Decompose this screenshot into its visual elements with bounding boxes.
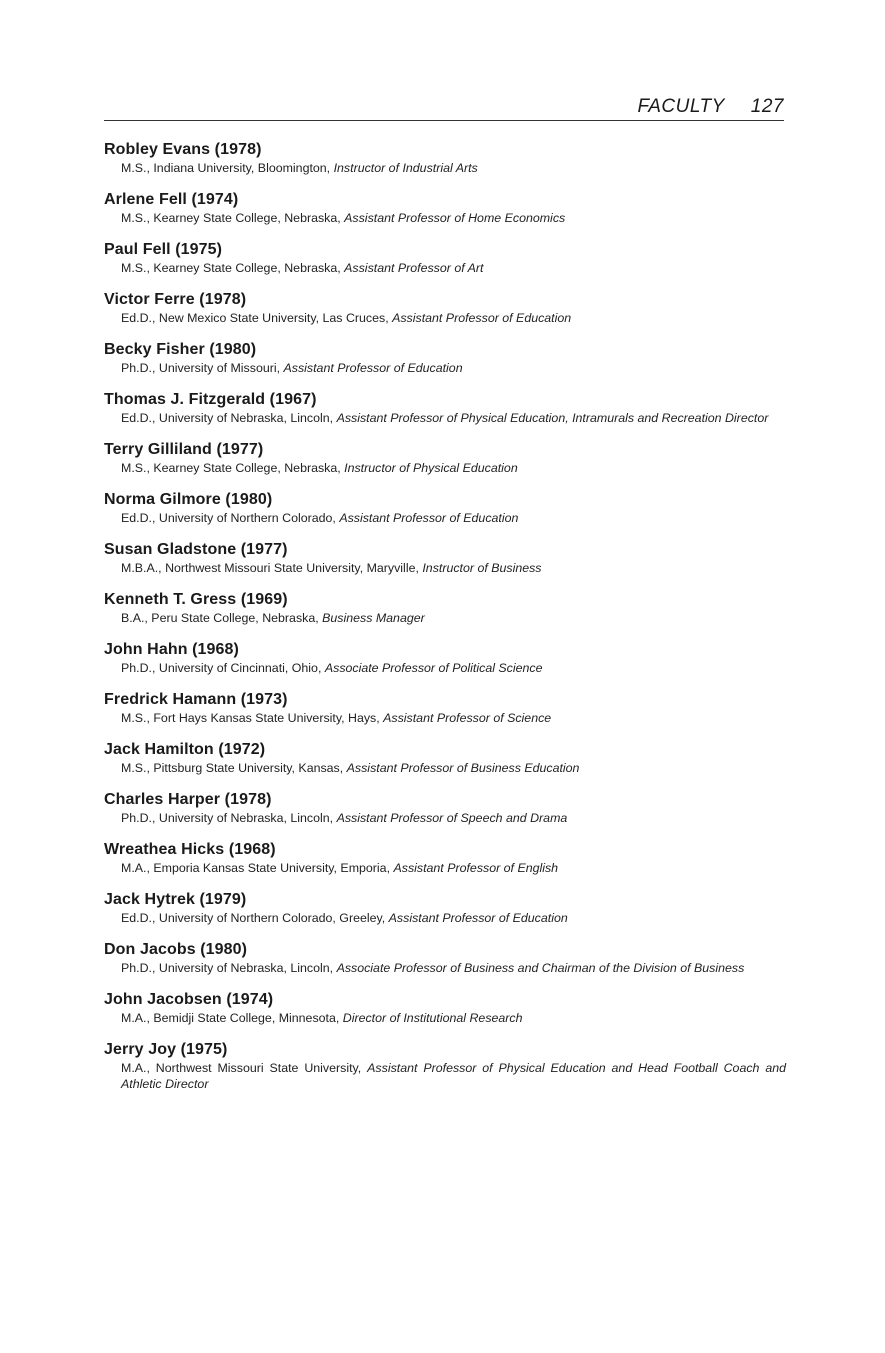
- faculty-detail: [121, 910, 786, 926]
- faculty-detail: [121, 810, 786, 826]
- faculty-title: Assistant Professor of Education: [392, 311, 572, 325]
- faculty-name: Fredrick Hamann (1973): [104, 691, 288, 708]
- faculty-name: Don Jacobs (1980): [104, 941, 248, 958]
- faculty-entry: [104, 490, 786, 526]
- faculty-title: Assistant Professor of Physical Education, Intramurals and Recreation Director: [336, 411, 769, 425]
- faculty-name: Jack Hytrek (1979): [104, 891, 247, 908]
- faculty-name: John Hahn (1968): [104, 641, 239, 658]
- faculty-detail: [121, 1060, 786, 1092]
- faculty-entry: [104, 790, 786, 826]
- faculty-detail: [121, 510, 786, 526]
- faculty-credentials: M.A., Bemidji State College, Minnesota,: [121, 1011, 340, 1025]
- faculty-entry: [104, 840, 786, 876]
- faculty-credentials: M.S., Fort Hays Kansas State University, Hays,: [121, 711, 380, 725]
- faculty-credentials: Ph.D., University of Cincinnati, Ohio,: [121, 661, 322, 675]
- faculty-entry: [104, 740, 786, 776]
- faculty-credentials: Ph.D., University of Missouri,: [121, 361, 281, 375]
- faculty-title: Instructor of Physical Education: [344, 461, 518, 475]
- faculty-credentials: M.S., Indiana University, Bloomington,: [121, 161, 331, 175]
- faculty-entry: [104, 940, 786, 976]
- faculty-title: Assistant Professor of Physical Education and Head Football Coach and Athletic Director: [121, 1061, 786, 1091]
- faculty-credentials: Ed.D., University of Nebraska, Lincoln,: [121, 411, 334, 425]
- faculty-credentials: M.S., Kearney State College, Nebraska,: [121, 211, 341, 225]
- faculty-entry: [104, 290, 786, 326]
- faculty-entry: [104, 440, 786, 476]
- faculty-title: Assistant Professor of Science: [383, 711, 552, 725]
- faculty-list: [104, 140, 786, 1106]
- faculty-title: Associate Professor of Business and Chairman of the Division of Business: [336, 961, 745, 975]
- faculty-credentials: M.S., Kearney State College, Nebraska,: [121, 461, 341, 475]
- faculty-entry: [104, 190, 786, 226]
- faculty-credentials: M.B.A., Northwest Missouri State University, Maryville,: [121, 561, 419, 575]
- faculty-entry: [104, 540, 786, 576]
- faculty-detail: [121, 1010, 786, 1026]
- faculty-detail: [121, 710, 786, 726]
- faculty-title: Instructor of Industrial Arts: [333, 161, 478, 175]
- faculty-detail: [121, 210, 786, 226]
- faculty-title: Assistant Professor of Education: [339, 511, 519, 525]
- faculty-name: Robley Evans (1978): [104, 141, 262, 158]
- faculty-name: Charles Harper (1978): [104, 791, 272, 808]
- faculty-credentials: M.S., Kearney State College, Nebraska,: [121, 261, 341, 275]
- faculty-title: Assistant Professor of English: [393, 861, 559, 875]
- faculty-name: Paul Fell (1975): [104, 241, 223, 258]
- faculty-entry: [104, 390, 786, 426]
- faculty-credentials: M.A., Emporia Kansas State University, Emporia,: [121, 861, 391, 875]
- faculty-name: Victor Ferre (1978): [104, 291, 247, 308]
- faculty-name: Terry Gilliland (1977): [104, 441, 264, 458]
- faculty-name: Becky Fisher (1980): [104, 341, 257, 358]
- faculty-detail: [121, 660, 786, 676]
- faculty-entry: [104, 640, 786, 676]
- faculty-credentials: M.S., Pittsburg State University, Kansas,: [121, 761, 344, 775]
- faculty-credentials: Ph.D., University of Nebraska, Lincoln,: [121, 811, 334, 825]
- faculty-title: Associate Professor of Political Science: [324, 661, 543, 675]
- faculty-detail: [121, 960, 786, 976]
- faculty-name: Susan Gladstone (1977): [104, 541, 288, 558]
- page-header: [104, 96, 784, 124]
- faculty-credentials: Ed.D., University of Northern Colorado,: [121, 511, 336, 525]
- faculty-name: Jack Hamilton (1972): [104, 741, 266, 758]
- faculty-entry: [104, 140, 786, 176]
- faculty-detail: [121, 260, 786, 276]
- faculty-detail: [121, 160, 786, 176]
- section-title: FACULTY: [637, 96, 725, 117]
- faculty-entry: [104, 590, 786, 626]
- faculty-title: Assistant Professor of Home Economics: [344, 211, 566, 225]
- faculty-entry: [104, 990, 786, 1026]
- faculty-detail: [121, 760, 786, 776]
- faculty-credentials: B.A., Peru State College, Nebraska,: [121, 611, 319, 625]
- faculty-detail: [121, 410, 786, 426]
- faculty-name: Norma Gilmore (1980): [104, 491, 273, 508]
- faculty-name: Kenneth T. Gress (1969): [104, 591, 288, 608]
- faculty-detail: [121, 610, 786, 626]
- faculty-entry: [104, 240, 786, 276]
- faculty-title: Director of Institutional Research: [342, 1011, 523, 1025]
- faculty-credentials: M.A., Northwest Missouri State University,: [121, 1061, 362, 1075]
- faculty-entry: [104, 340, 786, 376]
- faculty-credentials: Ed.D., University of Northern Colorado, Greeley,: [121, 911, 386, 925]
- header-rule: [104, 120, 784, 121]
- faculty-name: Jerry Joy (1975): [104, 1041, 228, 1058]
- faculty-credentials: Ed.D., New Mexico State University, Las Cruces,: [121, 311, 389, 325]
- page-number: 127: [750, 96, 784, 117]
- faculty-name: Thomas J. Fitzgerald (1967): [104, 391, 317, 408]
- running-head: [638, 96, 784, 118]
- faculty-title: Instructor of Business: [422, 561, 542, 575]
- faculty-entry: [104, 890, 786, 926]
- faculty-title: Assistant Professor of Education: [283, 361, 463, 375]
- faculty-name: Arlene Fell (1974): [104, 191, 239, 208]
- faculty-entry: [104, 690, 786, 726]
- faculty-title: Business Manager: [322, 611, 425, 625]
- faculty-detail: [121, 310, 786, 326]
- faculty-detail: [121, 560, 786, 576]
- faculty-detail: [121, 360, 786, 376]
- faculty-title: Assistant Professor of Business Education: [346, 761, 580, 775]
- faculty-name: Wreathea Hicks (1968): [104, 841, 276, 858]
- faculty-name: John Jacobsen (1974): [104, 991, 274, 1008]
- faculty-title: Assistant Professor of Speech and Drama: [336, 811, 568, 825]
- faculty-detail: [121, 460, 786, 476]
- faculty-title: Assistant Professor of Education: [388, 911, 568, 925]
- faculty-detail: [121, 860, 786, 876]
- faculty-entry: [104, 1040, 786, 1092]
- faculty-credentials: Ph.D., University of Nebraska, Lincoln,: [121, 961, 334, 975]
- faculty-title: Assistant Professor of Art: [344, 261, 484, 275]
